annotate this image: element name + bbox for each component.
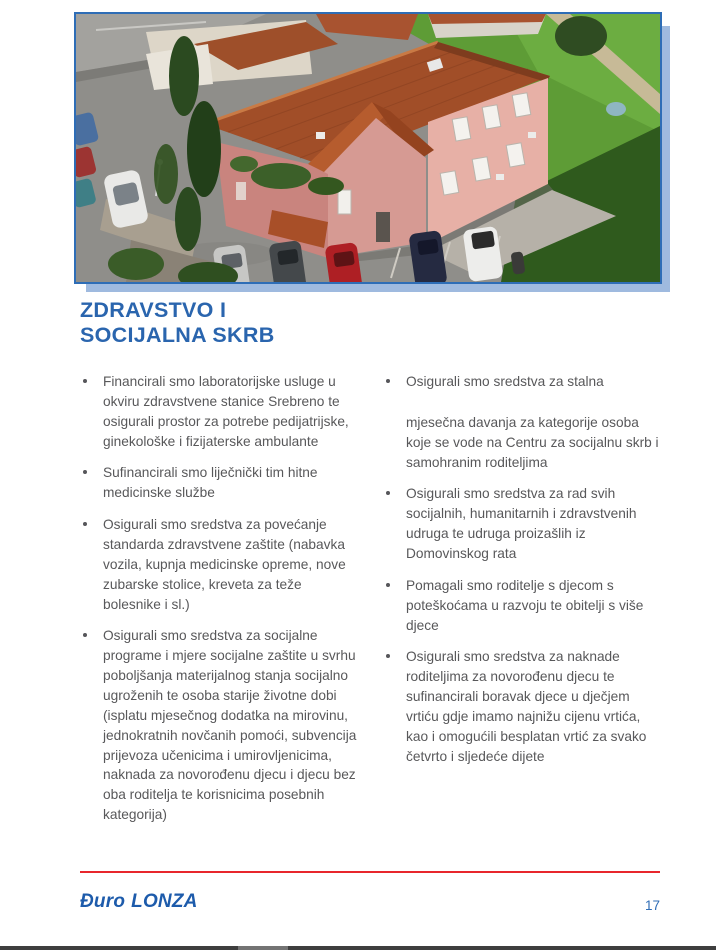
bullet-item	[383, 372, 660, 472]
bullet-text: mjesečna davanja za kategorije osoba koje se vode na Centru za socijalnu skrb i samohranim roditeljima	[406, 414, 659, 470]
bullet-item	[80, 515, 357, 614]
logo-second-word: LONZA	[131, 891, 198, 912]
bullet-text: Osigurali smo sredstva za povećanje standarda zdravstvene zaštite (nabavka vozila, kupnja medicinske opreme, nove zubarske stolice, kreveta za teže bolesnike i sl.)	[103, 517, 346, 612]
bullet-dot	[83, 470, 87, 474]
bullet-dot	[386, 491, 390, 495]
page-title-line2: SOCIJALNA SKRB	[80, 323, 275, 347]
bullet-text: Financirali smo laboratorijske usluge u okviru zdravstvene stanice Srebreno te osigurali prostor za potrebe pedijatrijske, ginekološke i fizijaterske ambulante	[103, 374, 349, 449]
left-column	[80, 372, 357, 837]
municipality-logo	[80, 891, 198, 913]
footer	[80, 891, 660, 913]
bullet-text: Osigurali smo sredstva za socijalne programe i mjere socijalne zaštite u svrhu poboljšanja materijalnog stanja socijalno ugroženih te osoba starije životne dobi (isplatu mjesečnog dodatka na mirovinu, jednokratnih novčanih pomoći, subvencija prijevoza učenicima i umirovljenicima, naknada za novorođenu djecu i djecu bez oba roditelja te korisnicima posebnih kategorija)	[103, 628, 357, 823]
bullet-dot	[83, 522, 87, 526]
bullet-dot	[386, 654, 390, 658]
page-title-line1: ZDRAVSTVO I	[80, 298, 227, 322]
bullet-list-right	[383, 372, 660, 767]
page-content	[80, 298, 660, 837]
page-title	[80, 298, 660, 348]
bullet-text: Pomagali smo roditelje s djecom s poteškoćama u razvoju te obitelji s više djece	[406, 577, 644, 633]
bullet-item	[383, 647, 660, 766]
two-column-layout	[80, 372, 660, 837]
aerial-photo-illustration	[76, 14, 660, 282]
bullet-text: Osigurali smo sredstva za rad svih socijalnih, humanitarnih i zdravstvenih udruga te udruga proizašlih iz Domovinskog rata	[406, 486, 637, 562]
bullet-item	[383, 576, 660, 636]
footer-divider	[80, 871, 660, 873]
bottom-system-bar	[0, 946, 716, 950]
aerial-photo	[74, 12, 662, 284]
bullet-text: Sufinancirali smo liječnički tim hitne medicinske službe	[103, 465, 318, 501]
bullet-dot	[83, 379, 87, 383]
logo-first-word: Đuro	[80, 891, 126, 912]
bullet-dot	[386, 379, 390, 383]
bullet-text: Osigurali smo sredstva za naknade roditeljima za novorođenu djecu te sufinancirali boravak djece u dječjem vrtiću gdje imamo najnižu cijenu vrtića, kao i omogućili besplatan vrtić za svako četvrto i sljedeće dijete	[406, 649, 647, 764]
bullet-list-left	[80, 372, 357, 825]
bullet-text: Osigurali smo sredstva za stalna	[406, 374, 604, 389]
bullet-item	[80, 463, 357, 503]
bottom-system-bar-segment[interactable]	[238, 946, 288, 950]
bullet-dot	[83, 633, 87, 637]
right-column	[383, 372, 660, 837]
page-number: 17	[644, 897, 660, 913]
bullet-item	[383, 484, 660, 563]
bullet-item	[80, 372, 357, 451]
bullet-item	[80, 626, 357, 825]
bullet-dot	[386, 583, 390, 587]
